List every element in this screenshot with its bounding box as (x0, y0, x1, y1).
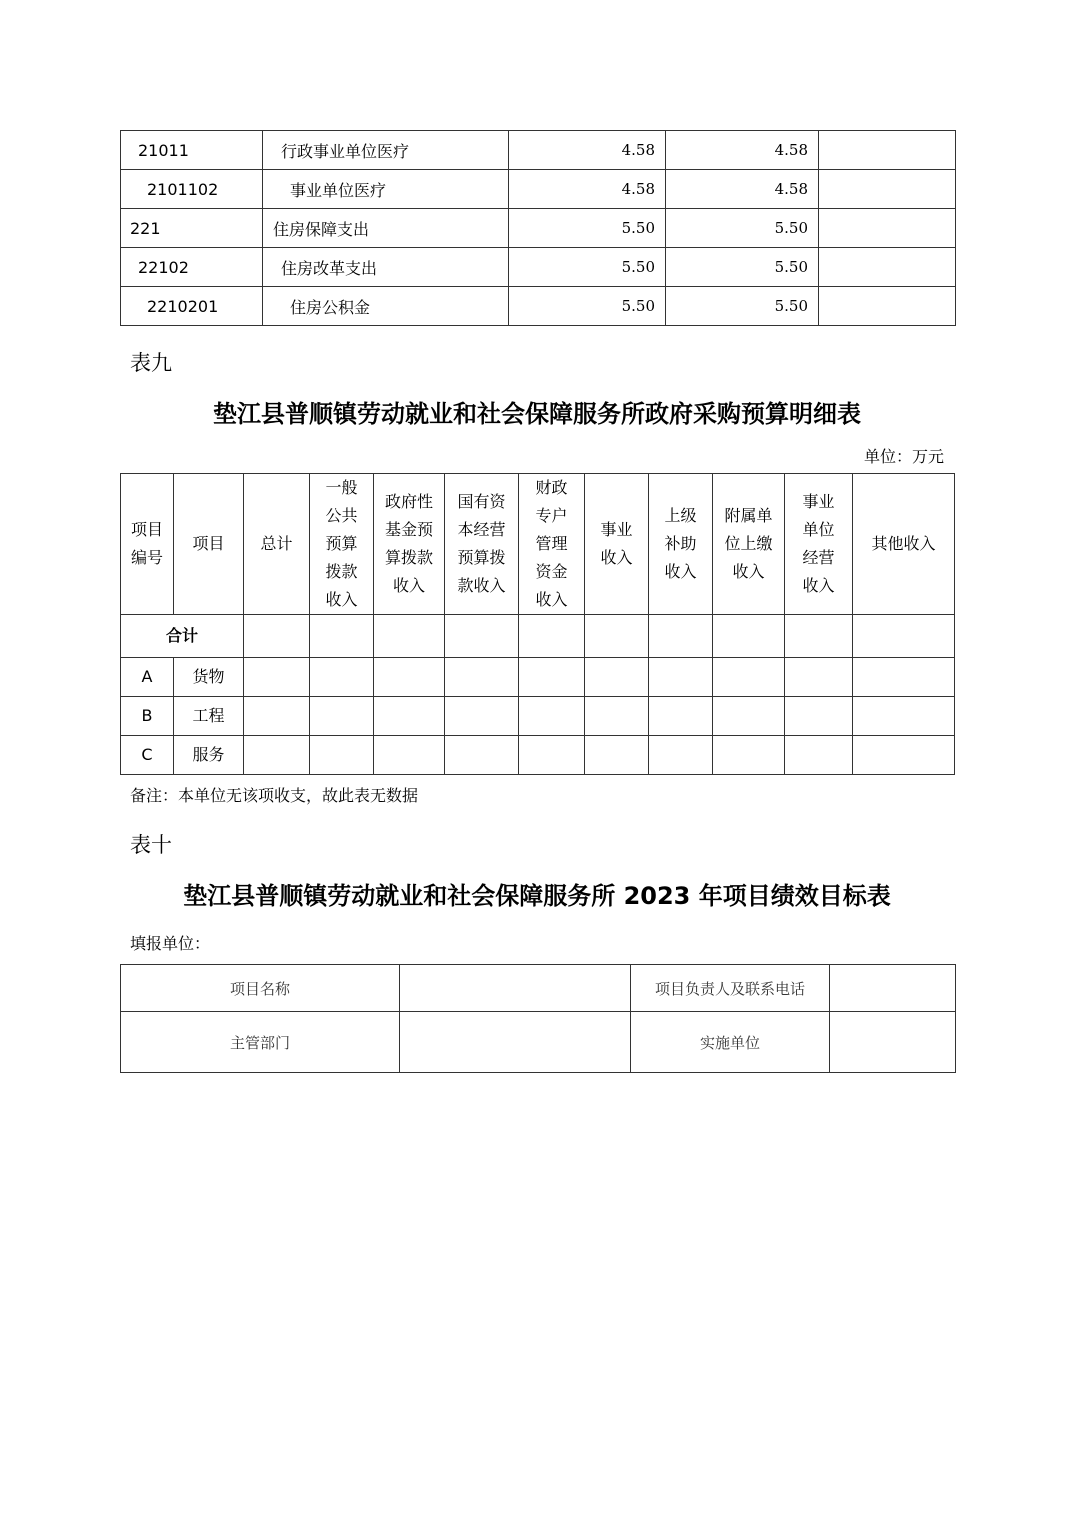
row-name: 服务 (174, 736, 244, 775)
table-row (121, 287, 956, 326)
project-name-value (400, 965, 631, 1012)
header-affiliate-payment: 附属单位上缴收入 (713, 474, 785, 615)
dept-value (400, 1012, 631, 1073)
table10-label: 表十 (130, 833, 172, 857)
row-value-3 (819, 248, 956, 287)
row-code: 221 (121, 209, 263, 248)
header-gov-fund: 政府性基金预算拨款收入 (374, 474, 445, 615)
table-row (121, 697, 955, 736)
table9-label: 表九 (130, 351, 172, 375)
table-row (121, 965, 956, 1012)
row-code: 2101102 (121, 170, 263, 209)
impl-label: 实施单位 (631, 1012, 830, 1073)
header-other-income: 其他收入 (853, 474, 955, 615)
row-value-1: 5.50 (509, 287, 666, 326)
row-value-1: 4.58 (509, 131, 666, 170)
impl-value (830, 1012, 956, 1073)
row-value-3 (819, 170, 956, 209)
header-row (121, 474, 955, 615)
table9-note: 备注：本单位无该项收支，故此表无数据 (130, 786, 419, 805)
table10-title: 垫江县普顺镇劳动就业和社会保障服务所 2023 年项目绩效目标表 (183, 882, 891, 910)
procurement-budget-table (120, 473, 955, 775)
header-project-code: 项目编号 (121, 474, 174, 615)
row-name: 货物 (174, 658, 244, 697)
row-value-1: 4.58 (509, 170, 666, 209)
table-row (121, 736, 955, 775)
header-general-budget: 一般公共预算拨款收入 (310, 474, 374, 615)
row-name: 行政事业单位医疗 (263, 131, 509, 170)
row-value-1: 5.50 (509, 248, 666, 287)
contact-value (830, 965, 956, 1012)
fill-unit-label: 填报单位： (130, 934, 211, 953)
project-name-label: 项目名称 (121, 965, 400, 1012)
row-name: 住房改革支出 (263, 248, 509, 287)
row-value-2: 4.58 (666, 131, 819, 170)
total-label: 合计 (121, 615, 244, 658)
header-business-income: 事业收入 (585, 474, 649, 615)
row-value-2: 4.58 (666, 170, 819, 209)
row-value-2: 5.50 (666, 287, 819, 326)
row-value-3 (819, 287, 956, 326)
unit-label: 单位：万元 (863, 447, 944, 466)
header-superior-subsidy: 上级补助收入 (649, 474, 713, 615)
row-name: 工程 (174, 697, 244, 736)
row-value-2: 5.50 (666, 248, 819, 287)
table-row (121, 170, 956, 209)
contact-label: 项目负责人及联系电话 (631, 965, 830, 1012)
total-row (121, 615, 955, 658)
row-value-1: 5.50 (509, 209, 666, 248)
header-project: 项目 (174, 474, 244, 615)
row-value-3 (819, 209, 956, 248)
table-row (121, 248, 956, 287)
table9-title: 垫江县普顺镇劳动就业和社会保障服务所政府采购预算明细表 (213, 400, 861, 428)
header-state-capital: 国有资本经营预算拨款收入 (445, 474, 519, 615)
row-code: A (121, 658, 174, 697)
row-code: B (121, 697, 174, 736)
header-special-account: 财政专户管理资金收入 (519, 474, 585, 615)
header-total: 总计 (244, 474, 310, 615)
row-name: 住房保障支出 (263, 209, 509, 248)
table-row (121, 131, 956, 170)
performance-target-table (120, 964, 956, 1073)
row-value-3 (819, 131, 956, 170)
row-code: 22102 (121, 248, 263, 287)
table-row (121, 658, 955, 697)
table-row (121, 1012, 956, 1073)
row-name: 事业单位医疗 (263, 170, 509, 209)
table-row (121, 209, 956, 248)
row-code: 2210201 (121, 287, 263, 326)
row-value-2: 5.50 (666, 209, 819, 248)
dept-label: 主管部门 (121, 1012, 400, 1073)
row-code: C (121, 736, 174, 775)
row-code: 21011 (121, 131, 263, 170)
header-operating-income: 事业单位经营收入 (785, 474, 853, 615)
budget-continuation-table (120, 130, 956, 326)
row-name: 住房公积金 (263, 287, 509, 326)
